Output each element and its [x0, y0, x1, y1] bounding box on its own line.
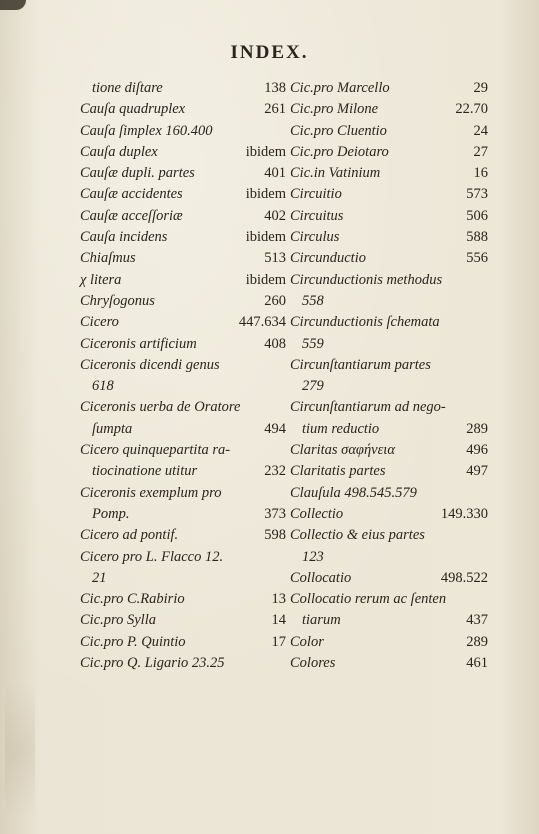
index-entry-text: Cauſæ acceſſoriæ: [80, 207, 183, 224]
index-entry-text: tiocinatione utitur: [92, 463, 198, 480]
index-entry-text: Cicero quinquepartita ra-: [80, 442, 231, 459]
index-entry-page: 24: [473, 122, 488, 139]
index-entry: [290, 206, 488, 227]
page-stain: [5, 680, 35, 820]
index-entry-page: 261: [264, 101, 286, 118]
index-entry-text: Ciceronis exemplum pro: [80, 484, 222, 501]
index-entry: [290, 461, 488, 482]
index-entry-page: 447.634: [238, 314, 286, 331]
index-entry: [80, 312, 286, 333]
index-entry-text: χ litera: [80, 271, 122, 288]
index-entry-text: Circunductio: [290, 250, 366, 267]
index-entry-page: 232: [264, 463, 286, 480]
index-entry-text: Cic.in Vatinium: [290, 165, 381, 182]
index-entry: [290, 227, 488, 248]
index-entry: [290, 291, 488, 312]
index-entry-page: 588: [466, 229, 488, 246]
index-entry: [80, 99, 286, 120]
index-entry-text: Chryſogonus: [80, 292, 155, 309]
index-entry: [80, 397, 286, 418]
index-entry-page: 14: [271, 612, 286, 629]
index-entry-text: Color: [290, 633, 324, 650]
index-entry: [80, 142, 286, 163]
index-entry-text: Cic.pro Deiotaro: [290, 143, 389, 160]
index-entry: [80, 589, 286, 610]
index-entry: [80, 355, 286, 376]
index-entry-page: 16: [473, 165, 488, 182]
index-entry-text: Claritatis partes: [290, 463, 386, 480]
index-entry: [80, 483, 286, 504]
index-entry-page: 506: [466, 207, 488, 224]
index-entry: [80, 206, 286, 227]
index-entry-text: 123: [302, 548, 324, 565]
index-entry-text: Ciceronis uerba de Oratore: [80, 399, 241, 416]
index-entry-page: 513: [264, 250, 286, 267]
index-entry-page: ibidem: [245, 271, 286, 288]
index-entry-page: 494: [264, 420, 286, 437]
index-entry-page: 461: [466, 655, 488, 672]
index-entry-page: 27: [473, 143, 488, 160]
index-entry-text: Cauſæ dupli. partes: [80, 165, 195, 182]
index-entry-page: 437: [466, 612, 488, 629]
index-entry: [290, 312, 488, 333]
index-entry-page: 289: [466, 420, 488, 437]
index-entry: [80, 291, 286, 312]
index-entry-text: Circuitus: [290, 207, 344, 224]
index-entry: [80, 419, 286, 440]
index-entry: [290, 589, 488, 610]
index-entry-text: 558: [302, 292, 324, 309]
index-entry-text: Cicero: [80, 314, 119, 331]
index-entry: [80, 610, 286, 631]
index-entry-page: 149.330: [440, 505, 488, 522]
index-entry-text: ſumpta: [92, 420, 133, 437]
index-entry: [80, 270, 286, 291]
index-entry-text: Collectio: [290, 505, 344, 522]
index-entry: [290, 163, 488, 184]
index-entry-text: Cic.pro Sylla: [80, 612, 156, 629]
index-entry-text: tione diſtare: [92, 80, 163, 96]
index-entry: [290, 355, 488, 376]
index-entry-text: Cicero ad pontif.: [80, 527, 179, 544]
index-entry-text: Cic.pro Marcello: [290, 80, 390, 96]
index-entry: [80, 461, 286, 482]
index-entry: [80, 78, 286, 99]
index-entry-text: 279: [302, 378, 324, 395]
index-entry-page: 497: [466, 463, 488, 480]
index-entry: [80, 334, 286, 355]
index-entry-page: 13: [271, 591, 286, 608]
index-entry-page: 401: [264, 165, 286, 182]
index-entry-page: 556: [466, 250, 488, 267]
index-column-right: [290, 78, 488, 674]
index-entry: [290, 547, 488, 568]
index-entry-page: 402: [264, 207, 286, 224]
index-entry-page: 498.522: [440, 569, 488, 586]
index-entry: [80, 184, 286, 205]
index-entry: [290, 397, 488, 418]
index-entry-text: Chiaſmus: [80, 250, 136, 267]
index-entry-page: 373: [264, 505, 286, 522]
index-entry: [290, 419, 488, 440]
index-entry: [290, 632, 488, 653]
index-entry: [290, 504, 488, 525]
index-entry: [290, 440, 488, 461]
index-entry-page: 29: [473, 80, 488, 96]
index-entry-text: Ciceronis artificium: [80, 335, 197, 352]
index-entry-page: 408: [264, 335, 286, 352]
index-entry-page: 496: [466, 442, 488, 459]
index-entry-text: Collocatio: [290, 569, 352, 586]
index-entry-page: 22.70: [455, 101, 488, 118]
index-entry-text: Circunſtantiarum partes: [290, 356, 431, 373]
index-entry: [290, 525, 488, 546]
index-entry-text: Circunductionis ſchemata: [290, 314, 440, 331]
index-entry-page: 260: [264, 292, 286, 309]
index-entry-page: 17: [271, 633, 286, 650]
index-entry-text: Circuitio: [290, 186, 342, 203]
index-entry-text: Cic.pro P. Quintio: [80, 633, 186, 650]
index-entry-text: Circunſtantiarum ad nego-: [290, 399, 446, 416]
index-entry-text: Cic.pro Cluentio: [290, 122, 387, 139]
index-entry: [290, 78, 488, 99]
index-entry-text: Cic.pro Milone: [290, 101, 379, 118]
index-entry: [80, 121, 286, 142]
index-entry-text: Cauſa ſimplex 160.400: [80, 122, 213, 139]
index-entry: [290, 270, 488, 291]
index-entry-text: Cicero pro L. Flacco 12.: [80, 548, 224, 565]
index-entry-page: ibidem: [245, 186, 286, 203]
index-entry-text: Cauſa incidens: [80, 229, 168, 246]
index-entry-text: Circulus: [290, 229, 340, 246]
index-entry-page: 289: [466, 633, 488, 650]
index-entry-text: tium reductio: [302, 420, 380, 437]
index-column-left: [80, 78, 286, 674]
index-entry-text: Collocatio rerum ac ſenten: [290, 591, 447, 608]
index-entry-text: tiarum: [302, 612, 341, 629]
index-entry: [290, 121, 488, 142]
index-entry: [290, 568, 488, 589]
index-entry-text: Circunductionis methodus: [290, 271, 443, 288]
index-entry: [80, 440, 286, 461]
index-entry: [290, 142, 488, 163]
index-entry-text: Ciceronis dicendi genus: [80, 356, 220, 373]
ink-blot: [0, 0, 26, 10]
index-entry-text: 559: [302, 335, 324, 352]
index-entry: [80, 376, 286, 397]
index-entry: [80, 163, 286, 184]
index-entry-page: 573: [466, 186, 488, 203]
index-entry: [80, 227, 286, 248]
index-entry-text: Pomp.: [92, 505, 130, 522]
index-entry: [290, 248, 488, 269]
index-entry-text: Cauſa quadruplex: [80, 101, 186, 118]
index-entry: [80, 525, 286, 546]
index-entry-text: Cic.pro Q. Ligario 23.25: [80, 655, 225, 672]
index-entry-text: Claritas σαφήνεια: [290, 442, 395, 459]
index-entry-text: Collectio & eius partes: [290, 527, 425, 544]
index-entry-text: Colores: [290, 655, 336, 672]
index-entry: [80, 653, 286, 674]
index-entry: [290, 334, 488, 355]
index-entry: [290, 99, 488, 120]
index-entry: [290, 376, 488, 397]
index-entry: [290, 653, 488, 674]
index-entry: [80, 504, 286, 525]
index-entry-text: 618: [92, 378, 114, 395]
index-entry-text: Cauſæ accidentes: [80, 186, 183, 203]
index-entry-page: 598: [264, 527, 286, 544]
page-title: INDEX.: [230, 42, 309, 63]
index-entry-page: 138: [264, 80, 286, 96]
index-entry-page: ibidem: [245, 229, 286, 246]
index-entry: [290, 610, 488, 631]
index-entry: [290, 184, 488, 205]
index-entry: [80, 632, 286, 653]
index-entry: [80, 248, 286, 269]
index-entry: [80, 547, 286, 568]
index-entry-text: Cauſa duplex: [80, 143, 158, 160]
index-entry: [80, 568, 286, 589]
index-entry-page: ibidem: [245, 143, 286, 160]
index-entry: [290, 483, 488, 504]
index-entry-text: Cic.pro C.Rabirio: [80, 591, 185, 608]
index-entry-text: 21: [92, 569, 107, 586]
index-entry-text: Clauſula 498.545.579: [290, 484, 417, 501]
